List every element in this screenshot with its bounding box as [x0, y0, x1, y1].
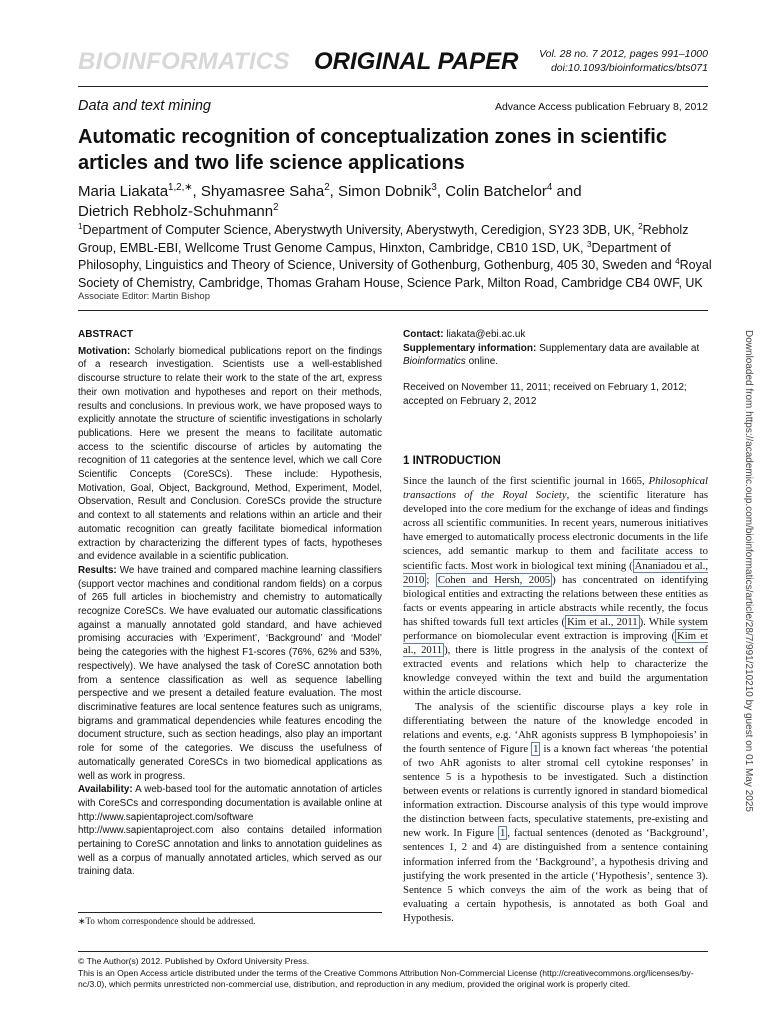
- abstract: [78, 328, 382, 879]
- author: Colin Batchelor$^4$ and: [445, 182, 582, 200]
- author: Shyamasree Saha$^2$,: [200, 182, 339, 200]
- correspondence-footnote: ∗To whom correspondence should be addressed.: [78, 916, 256, 926]
- introduction-body: [403, 474, 708, 925]
- introduction-heading: 1 INTRODUCTION: [403, 455, 501, 467]
- author-list: [78, 182, 718, 222]
- article-type: ORIGINAL PAPER: [314, 48, 519, 75]
- advance-access: Advance Access publication February 8, 2012: [494, 101, 708, 113]
- associate-editor: Associate Editor: Martin Bishop: [78, 291, 211, 302]
- doi-link[interactable]: doi:10.1093/bioinformatics/bts071: [550, 62, 708, 74]
- citation-link[interactable]: Kim et al., 2011: [403, 630, 708, 657]
- contact-block: [403, 328, 708, 409]
- author: Dietrich Rebholz-Schuhmann$^2$: [78, 202, 279, 220]
- header-rule: [78, 86, 708, 87]
- abstract-availability: Availability: A web-based tool for the automatic annotation of articles with CoreSCs and corresponding documentation is available online at http://www.sapientaproject.com/software http://www.sapientaproject.com also contains detailed information pertaining to CoreSC annotation and links to annotation guidelines as well as a corpus of manually annotated articles, which served as our training data.: [78, 784, 382, 878]
- figure-link[interactable]: 1: [499, 827, 506, 840]
- figure-link[interactable]: 1: [533, 742, 539, 755]
- download-watermark: Downloaded from https://academic.oup.com/bioinformatics/article/28/7/991/210210 by guest on 01 May 2025: [743, 330, 754, 812]
- supplementary-info: Supplementary information: Supplementary data are available at Bioinformatics online.: [403, 342, 700, 368]
- contact-email[interactable]: liakata@ebi.ac.uk: [446, 329, 526, 340]
- affiliations: $^1$Department of Computer Science, Aberystwyth University, Aberystwyth, Ceredigion, SY23 3DB, UK, $^2$Rebholz Group, EMBL-EBI, Wellcome Trust Genome Campus, Hinxton, Cambridge, CB10 1SD, UK, $^3$Department of Philosophy, Linguistics and Theory of Science, University of Gothenburg, Gothenburg, 405 30, Sweden and $^4$Royal Society of Chemistry, Cambridge, Thomas Graham House, Science Park, Milton Road, Cambridge CB4 0WF, UK: [78, 221, 712, 290]
- author: Maria Liakata$^{1,2,∗}$,: [78, 182, 201, 200]
- intro-paragraph-2: The analysis of the scientific discourse plays a key role in differentiating between the nature of the knowledge encoded in relations and events, e.g. ‘AhR agonists suppress B lymphopoiesis’ in the fourth sentence of Figure 1 is a known fact whereas ‘the potential of two AhR agonists to alter stromal cell cytokine responses’ in sentence 5 is a hypothesis to be investigated. Such a distinction between events or relations is currently ignored in standard biomedical information extraction. Discourse analysis of this type would improve the distinction between facts, speculative statements, pre-existing and new work. In Figure 1 , factual sentences (denoted as ‘Background’, sentences 1, 2 and 4) are distinguished from a sentence containing information inferred from the ‘Background’, a hypothesis driving and justifying the work presented in the article (‘Hypothesis’, sentence 3). Sentence 5 which conveys the aim of the work as being that of evaluating a certain hypothesis, is annotated as both Goal and Hypothesis.: [403, 700, 709, 924]
- author: Simon Dobnik$^3$,: [338, 182, 446, 200]
- volume-info: [539, 47, 708, 75]
- citation-link[interactable]: Ananiadou et al., 2010: [403, 559, 708, 586]
- citation-link[interactable]: Kim et al., 2011: [567, 615, 638, 628]
- footer-rule: [78, 951, 708, 952]
- journal-name: BIOINFORMATICS: [78, 48, 290, 75]
- intro-paragraph-1: Since the launch of the first scientific journal in 1665, Philosophical transactions of the Royal Society, the scientific literature has developed into the core medium for the exchange of ideas and findings across all scientific communities. In recent years, numerous initiatives have emerged to automatically process electronic documents in the life sciences, add semantic markup to them and facilitate access to scientific facts. Most work in biological text mining ( Ananiadou et al., 2010 ; Cohen and Hersh, 2005 ) has concentrated on identifying biological entities and extracting the relations between these entities as facts or events appearing in article abstracts while recently, the focus has shifted towards full text articles ( Kim et al., 2011 ). While system performance on biomolecular event extraction is improving ( Kim et al., 2011 ), there is little progress in the analysis of the context of extracted events and relations which help to characterize the knowledge conveyed within the text and build the argumentation within the article discourse.: [403, 475, 708, 699]
- volume-line: Vol. 28 no. 7 2012, pages 991–1000: [539, 48, 708, 60]
- abstract-motivation: Motivation: Scholarly biomedical publications report on the findings of a research investigation. Scientists use a well-established discourse structure to relate their work to the state of the art, express their own motivation and hypotheses and report on their methods, results and conclusions. In previous work, we have proposed ways to explicitly annotate the structure of scientific investigations in scholarly publications. Here we present the means to facilitate automatic access to the scientific discourse of articles by automating the recognition of 11 categories at the sentence level, which we call Core Scientific Concepts (CoreSCs). These include: Hypothesis, Motivation, Goal, Object, Background, Method, Experiment, Model, Observation, Result and Conclusion. CoreSCs provide the structure and context to all statements and relations within an article and their automatic recognition can greatly facilitate biomedical information extraction by characterizing the different types of facts, hypotheses and evidence available in a scientific publication.: [78, 345, 382, 563]
- received-dates: Received on November 11, 2011; received on February 1, 2012; accepted on February 2, 2012: [403, 382, 687, 407]
- abstract-heading: ABSTRACT: [78, 329, 133, 340]
- abstract-results: Results: We have trained and compared machine learning classifiers (support vector machines and conditional random fields) on a corpus of 265 full articles in biochemistry and chemistry to automatically recognize CoreSCs. We have evaluated our automatic classifications against a manually annotated gold standard, and have achieved promising accuracies with ‘Experiment’, ‘Background’ and ‘Model’ being the categories with the highest F1-scores (76%, 62% and 53%, respectively). We have analysed the task of CoreSC annotation both from a sentence classification as well as sequence labelling perspective and we present a detailed feature evaluation. The most discriminative features are local sentence features such as unigrams, bigrams and grammatical dependencies while features encoding the document structure, such as section headings, also play an important role for some of the categories. We discuss the usefulness of automatically generated CoreSCs in two biomedical applications as well as work in progress.: [78, 564, 382, 782]
- footnote-rule: [78, 912, 382, 913]
- paper-title: Automatic recognition of conceptualization zones in scientific articles and two life science applications: [78, 126, 667, 174]
- section-tag: Data and text mining: [78, 98, 211, 114]
- copyright-notice: © The Author(s) 2012. Published by Oxford University Press. This is an Open Access article distributed under the terms of the Creative Commons Attribution Non-Commercial License (http://creativecommons.org/licenses/by-nc/3.0), which permits unrestricted non-commercial use, distribution, and reproduction in any medium, provided the original work is properly cited.: [78, 956, 694, 989]
- citation-link[interactable]: Cohen and Hersh, 2005: [437, 573, 551, 586]
- title-rule: [78, 310, 708, 311]
- contact: Contact: liakata@ebi.ac.uk: [403, 329, 526, 340]
